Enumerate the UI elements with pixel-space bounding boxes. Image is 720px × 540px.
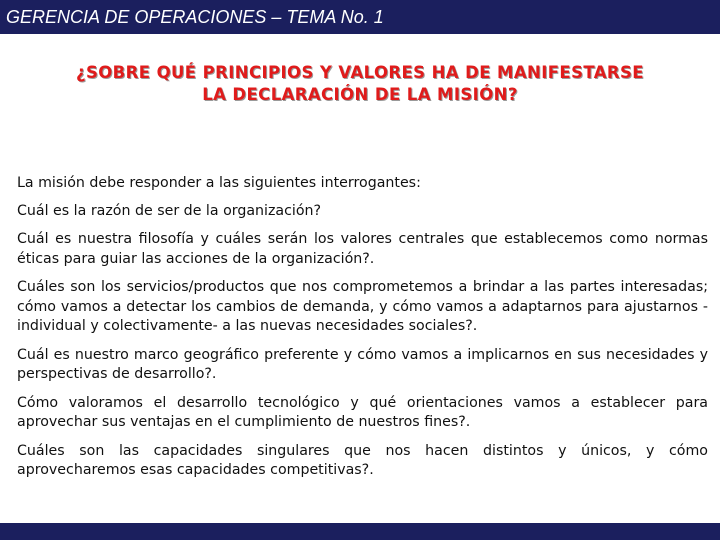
slide-title — [0, 62, 720, 106]
slide-body — [17, 174, 708, 490]
question-paragraph: Cuáles son las capacidades singulares que nos hacen distintos y únicos, y cómo aprovecharemos esas capacidades competitivas?. — [17, 442, 708, 478]
question-paragraph: Cuál es nuestro marco geográfico preferente y cómo vamos a implicarnos en sus necesidades y perspectivas de desarrollo?. — [17, 346, 708, 382]
question-paragraph: Cómo valoramos el desarrollo tecnológico y qué orientaciones vamos a establecer para aprovechar sus ventajas en el cumplimiento de nuestros fines?. — [17, 394, 708, 430]
header-bar — [0, 0, 720, 34]
header-title: GERENCIA DE OPERACIONES – TEMA No. 1 — [6, 7, 384, 27]
question-paragraph: Cuál es la razón de ser de la organización? — [17, 202, 322, 219]
intro-paragraph: La misión debe responder a las siguientes interrogantes: — [17, 175, 421, 191]
question-paragraph: Cuáles son los servicios/productos que nos comprometemos a brindar a las partes interesadas; cómo vamos a detectar los cambios de demanda, y cómo vamos a adaptarnos para ajustarnos -individual y colectivamente- a las nuevas necesidades sociales?. — [17, 279, 708, 334]
slide-title-line-2: LA DECLARACIÓN DE LA MISIÓN? — [202, 85, 518, 104]
slide-title-line-1: ¿SOBRE QUÉ PRINCIPIOS Y VALORES HA DE MANIFESTARSE — [76, 63, 644, 82]
question-paragraph: Cuál es nuestra filosofía y cuáles serán los valores centrales que establecemos como normas éticas para guiar las acciones de la organización?. — [17, 231, 708, 267]
footer-bar — [0, 523, 720, 540]
